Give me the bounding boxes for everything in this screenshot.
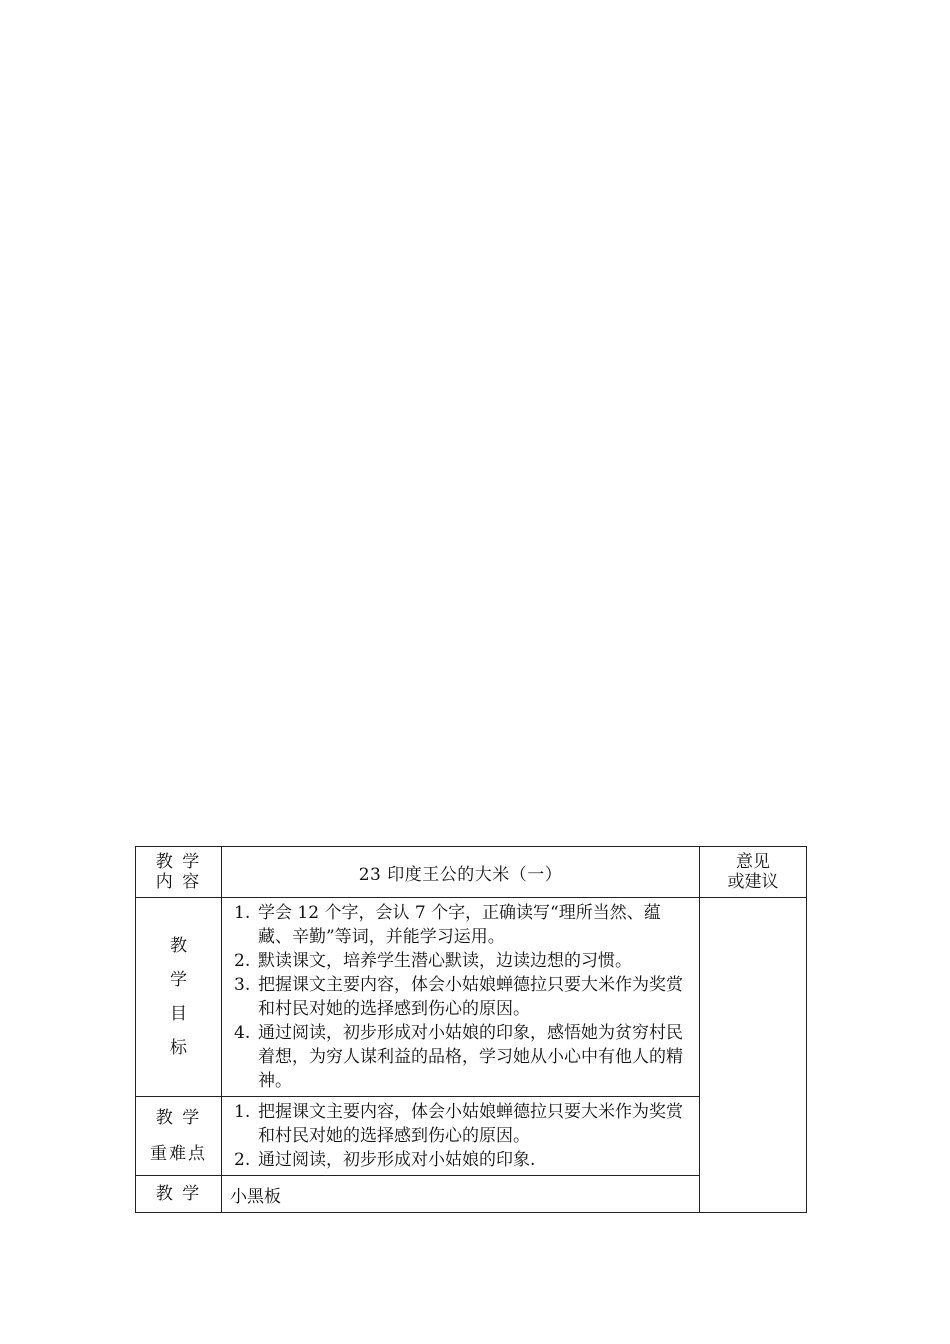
key-points-label-line1: 教 学 [155,1108,202,1128]
list-item [222,973,693,1021]
item-number: 1. [234,903,251,923]
advice-label-line2: 或建议 [727,872,779,892]
content-label-line2: 内 容 [155,872,202,892]
content-label-line1: 教 学 [155,852,202,872]
objectives-row [136,898,807,1097]
objectives-label-char: 目 [170,1004,187,1024]
item-text: 通过阅读，初步形成对小姑娘的印象. [258,1150,536,1170]
item-text: 学会 12 个字，会认 7 个字，正确读写“理所当然、蕴藏、辛勤”等词，并能学习运用。 [258,903,661,947]
advice-cell [700,898,807,1213]
key-points-label-line2: 重难点 [150,1144,207,1164]
item-number: 2. [234,1150,251,1170]
tools-label: 教 学 [136,1176,222,1213]
objectives-label-char: 教 [170,936,187,956]
advice-label-line1: 意见 [736,852,770,872]
objectives-list-cell [222,898,700,1097]
header-row [136,847,807,898]
advice-label-cell [700,847,807,898]
item-text: 把握课文主要内容，体会小姑娘蝉德拉只要大米作为奖赏和村民对她的选择感到伤心的原因。 [258,1102,683,1146]
item-number: 3. [234,975,251,995]
key-points-list [222,1097,699,1175]
item-number: 1. [234,1102,251,1122]
lesson-plan-table [135,846,807,1213]
objectives-list [222,898,699,1096]
objectives-label-char: 标 [170,1038,187,1058]
key-points-label-cell [136,1097,222,1176]
item-number: 4. [234,1023,251,1043]
list-item [222,1148,693,1172]
item-text: 默读课文，培养学生潜心默读，边读边想的习惯。 [258,951,632,971]
list-item [222,1100,693,1148]
tools-value: 小黑板 [222,1176,700,1213]
item-text: 通过阅读，初步形成对小姑娘的印象，感悟她为贫穷村民着想，为穷人谋利益的品格，学习她从小心中有他人的精神。 [258,1023,683,1091]
content-label-cell [136,847,222,898]
list-item [222,901,693,949]
item-text: 把握课文主要内容，体会小姑娘蝉德拉只要大米作为奖赏和村民对她的选择感到伤心的原因。 [258,975,683,1019]
objectives-label-char: 学 [170,970,187,990]
list-item [222,1021,693,1093]
objectives-label-cell [136,898,222,1097]
list-item [222,949,693,973]
item-number: 2. [234,951,251,971]
lesson-title: 23 印度王公的大米（一） [222,847,700,898]
key-points-list-cell [222,1097,700,1176]
